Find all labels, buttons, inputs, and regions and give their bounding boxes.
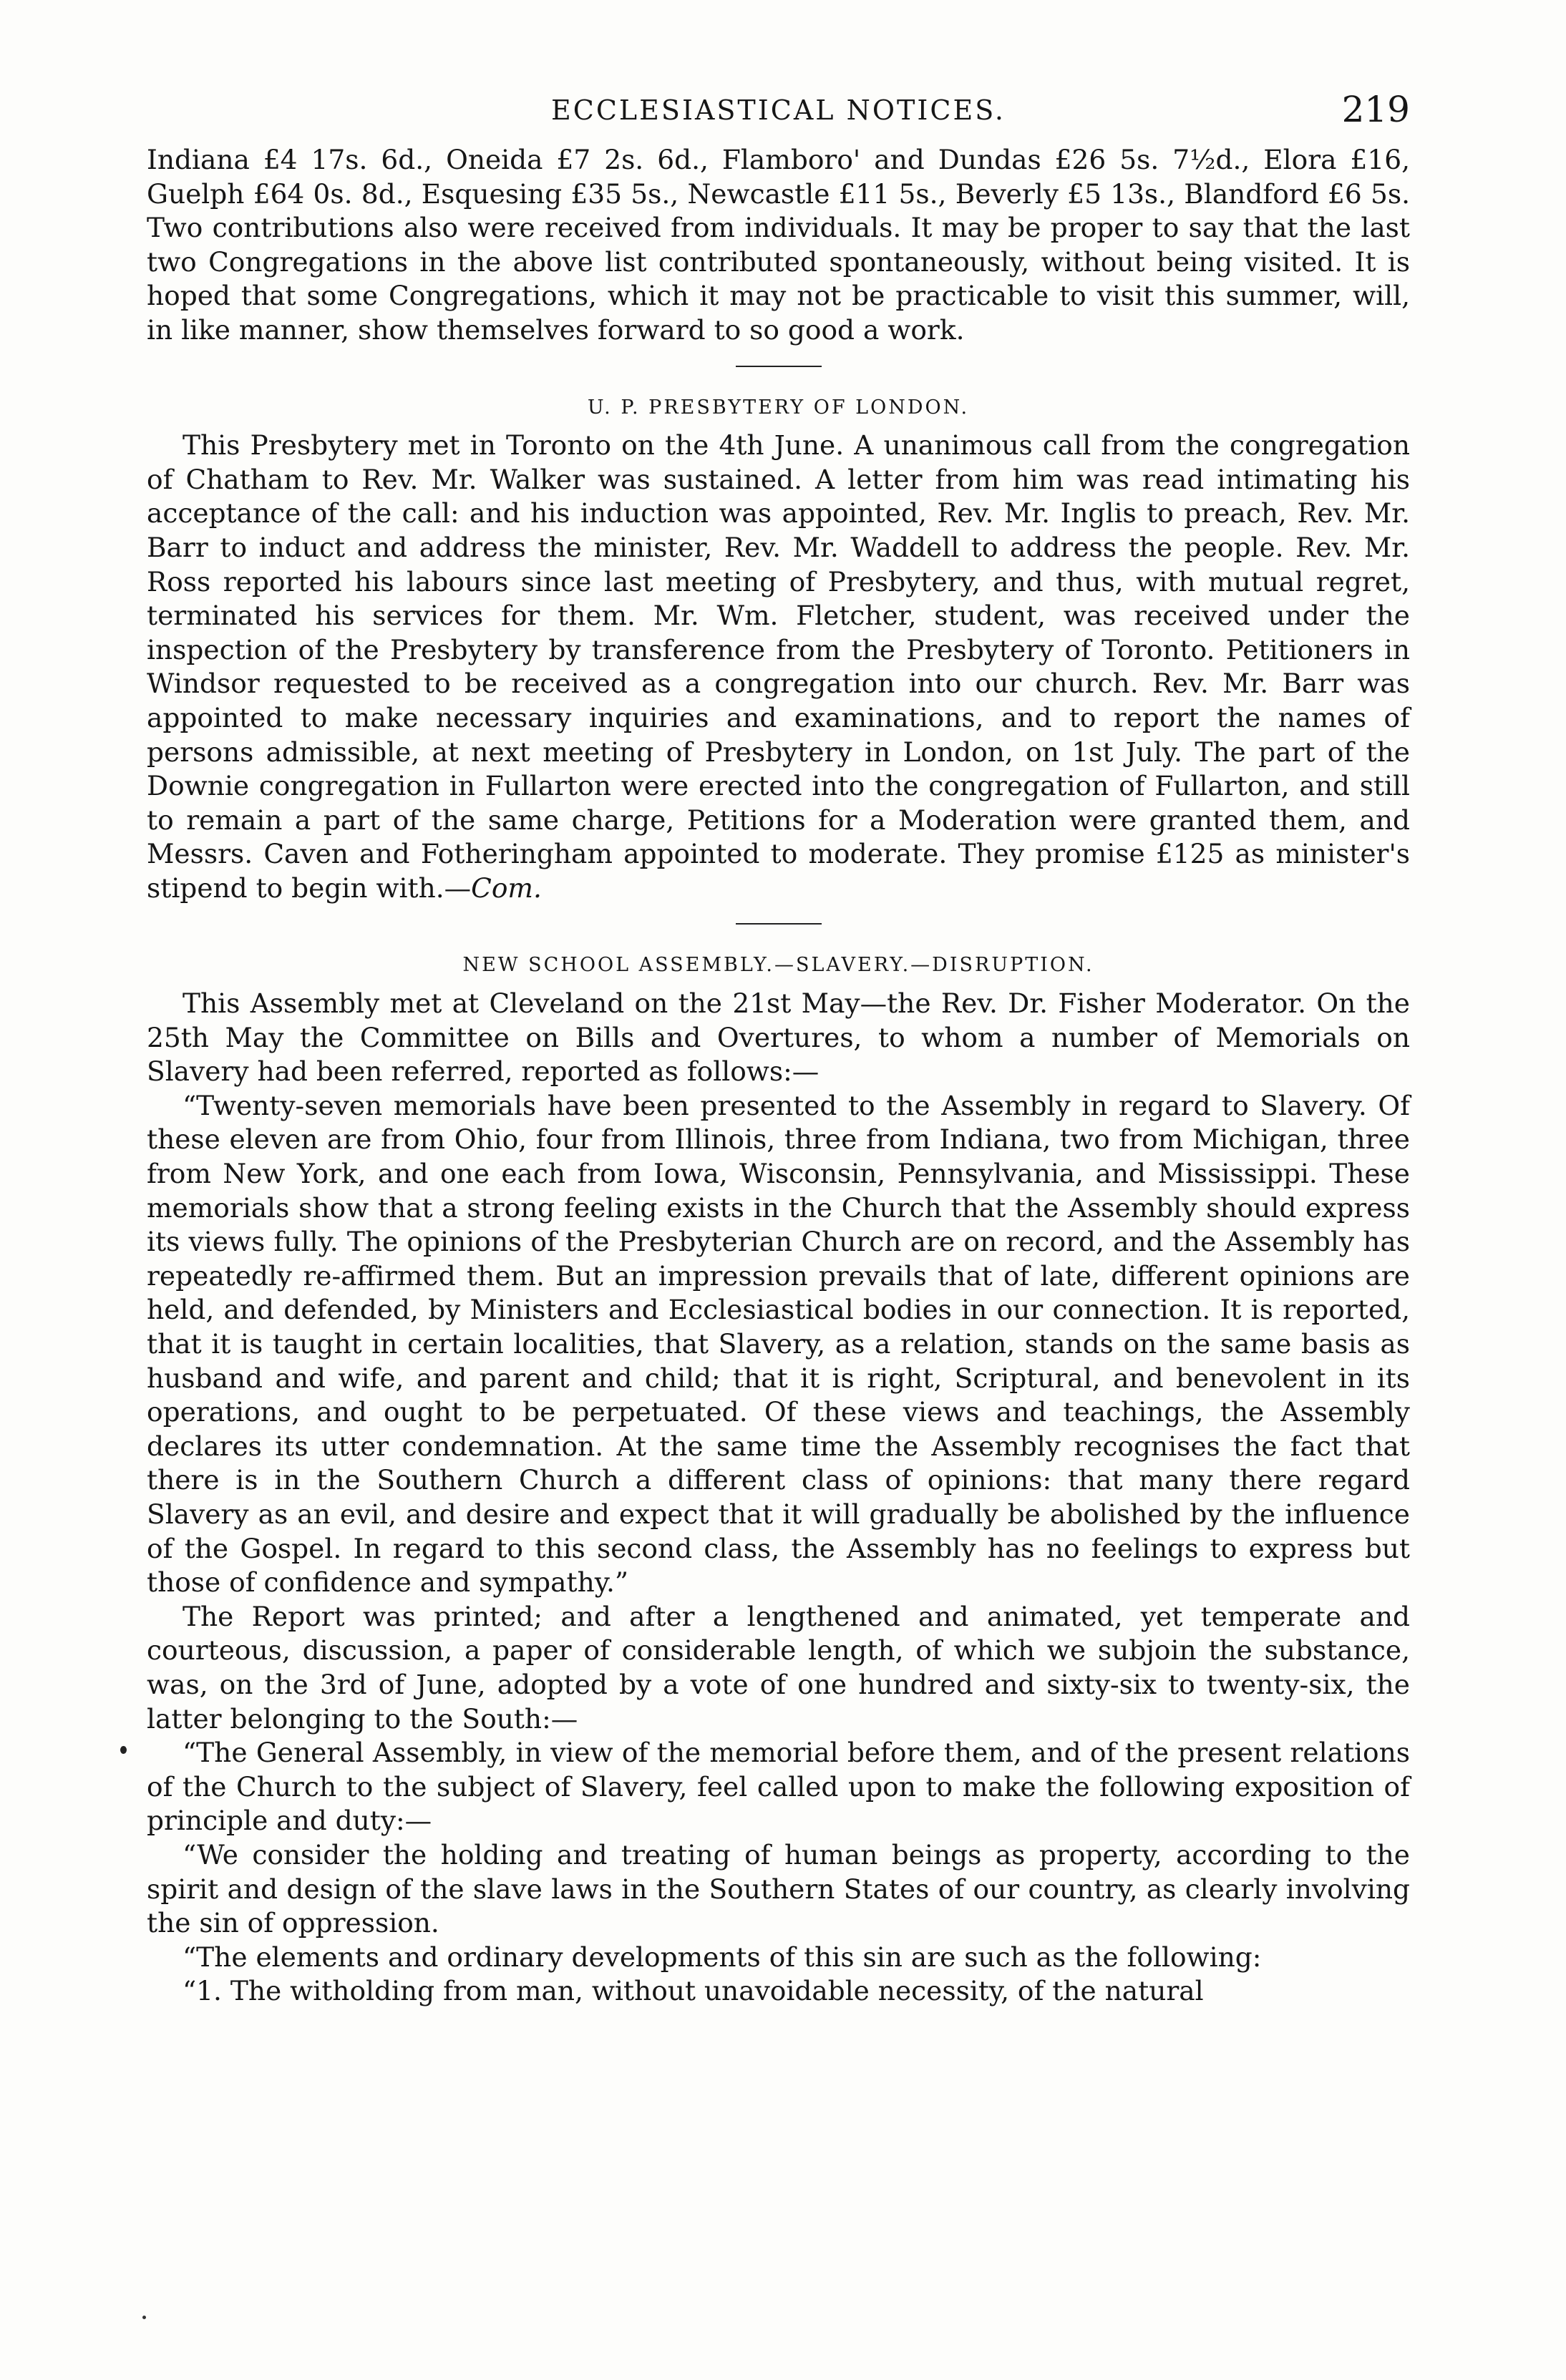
assembly-paragraph-1: This Assembly met at Cleveland on the 21st May—the Rev. Dr. Fisher Moderator. On the 25th May the Committee on Bills and Overtures, to whom a number of Memorials on Slavery had been referred, reported as follows:— [147,987,1410,1088]
presbytery-paragraph [147,429,1410,905]
presbytery-paragraph-text: This Presbytery met in Toronto on the 4th June. A unanimous call from the congregation of Chatham to Rev. Mr. Walker was sustained. A letter from him was read intimating his acceptance of the call: and his induction was appointed, Rev. Mr. Inglis to preach, Rev. Mr. Barr to induct and address the minister, Rev. Mr. Waddell to address the people. Rev. Mr. Ross reported his labours since last meeting of Presbytery, and thus, with mutual regret, terminated his services for them. Mr. Wm. Fletcher, student, was received under the inspection of the Presbytery by transference from the Presbytery of Toronto. Petitioners in Windsor requested to be received as a congregation into our church. Rev. Mr. Barr was appointed to make necessary inquiries and examinations, and to report the names of persons admissible, at next meeting of Presbytery in London, on 1st July. The part of the Downie congregation in Fullarton were erected into the congregation of Fullarton, and still to remain a part of the same charge, Petitions for a Moderation were granted them, and Messrs. Caven and Fotheringham appointed to moderate. They promise £125 as minister's stipend to begin with.— [147,429,1410,904]
running-head: ECCLESIASTICAL NOTICES. [551,94,1006,126]
section-heading-presbytery: U. P. PRESBYTERY OF LONDON. [587,396,970,419]
margin-dot-mark [120,1746,127,1754]
intro-paragraph: Indiana £4 17s. 6d., Oneida £7 2s. 6d., Flamboro' and Dundas £26 5s. 7½d., Elora £16, Guelph £64 0s. 8d., Esquesing £35 5s., Newcastle £11 5s., Beverly £5 13s., Blandford £6 5s. Two contributions also were received from individuals. It may be proper to say that the last two Congregations in the above list contributed spontaneously, without being visited. It is hoped that some Congregations, which it may not be practicable to visit this summer, will, in like manner, show themselves forward to so good a work. [147,144,1410,346]
assembly-paragraph-2: “Twenty-seven memorials have been presented to the Assembly in regard to Slavery. Of these eleven are from Ohio, four from Illinois, three from Indiana, two from Michigan, three from New York, and one each from Iowa, Wisconsin, Pennsylvania, and Mississippi. These memorials show that a strong feeling exists in the Church that the Assembly should express its views fully. The opinions of the Presbyterian Church are on record, and the Assembly has repeatedly re-affirmed them. But an impression prevails that of late, different opinions are held, and defended, by Ministers and Ecclesiastical bodies in our connection. It is reported, that it is taught in certain localities, that Slavery, as a relation, stands on the same basis as husband and wife, and parent and child; that it is right, Scriptural, and benevolent in its operations, and ought to be perpetuated. Of these views and teachings, the Assembly declares its utter condemnation. At the same time the Assembly recognises the fact that there is in the Southern Church a different class of opinions: that many there regard Slavery as an evil, and desire and expect that it will gradually be abolished by the influence of the Gospel. In regard to this second class, the Assembly has no feelings to express but those of confidence and sympathy.” [147,1089,1410,1599]
assembly-paragraph-3: The Report was printed; and after a lengthened and animated, yet temperate and courteous, discussion, a paper of considerable length, of which we subjoin the substance, was, on the 3rd of June, adopted by a vote of one hundred and sixty-six to twenty-six, the latter belonging to the South:— [147,1600,1410,1735]
section-heading-assembly: NEW SCHOOL ASSEMBLY.—SLAVERY.—DISRUPTION. [462,954,1094,977]
foot-dot-mark [142,2316,146,2319]
page-header [147,89,1410,142]
assembly-paragraph-7: “1. The witholding from man, without unavoidable necessity, of the natural [183,1975,1204,2007]
signature: Com. [471,872,542,904]
page-body [147,143,1410,2009]
section-divider [736,366,822,367]
page-number: 219 [1341,89,1410,130]
section-divider [736,923,822,925]
assembly-paragraph-4: “The General Assembly, in view of the memorial before them, and of the present relations of the Church to the subject of Slavery, feel called upon to make the following exposition of principle and duty:— [147,1737,1410,1837]
assembly-paragraph-6: “The elements and ordinary developments of this sin are such as the following: [183,1941,1262,1973]
assembly-paragraph-5: “We consider the holding and treating of human beings as property, according to the spirit and design of the slave laws in the Southern States of our country, as clearly involving the sin of oppression. [147,1838,1410,1939]
